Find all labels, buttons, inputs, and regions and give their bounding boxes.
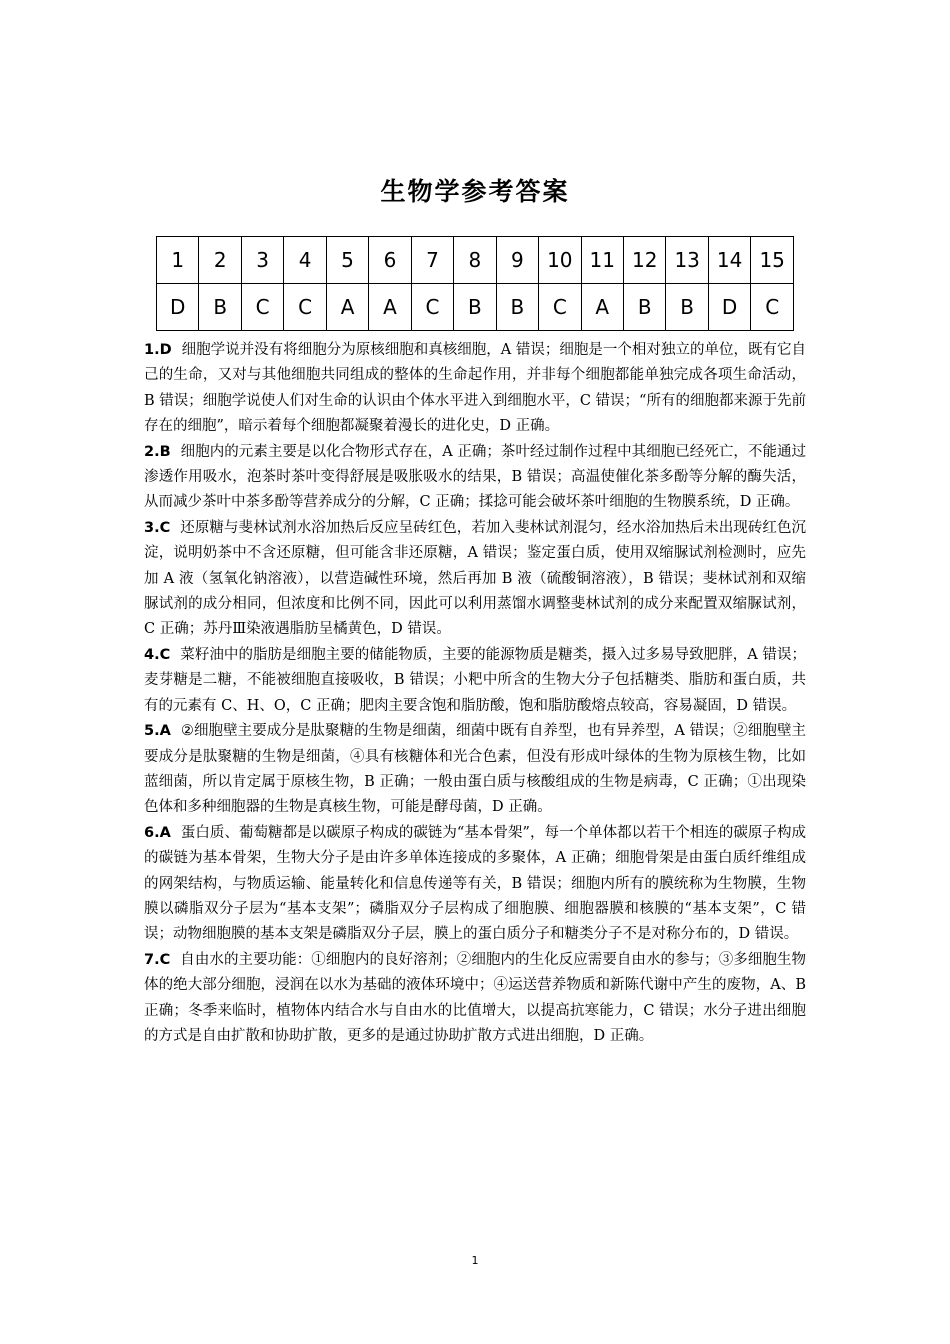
question-number-cell: 3 [241,237,283,284]
explanation-text: 还原糖与斐林试剂水浴加热后反应呈砖红色，若加入斐林试剂混匀，经水浴加热后未出现砖红色沉淀，说明奶茶中不含还原糖，但可能含非还原糖，A 错误；鉴定蛋白质，使用双缩脲试剂检测时，应先加 A 液（氢氧化钠溶液），以营造碱性环境，然后再加 B 液（硫酸铜溶液），B 错误；斐林试剂和双缩脲试剂的成分相同，但浓度和比例不同，因此可以利用蒸馏水调整斐林试剂的成分来配置双缩脲试剂，C 正确；苏丹Ⅲ染液遇脂肪呈橘黄色，D 错误。 [144,519,806,638]
answer-cell: C [241,284,283,331]
question-number-cell: 13 [666,237,708,284]
question-number-cell: 8 [454,237,496,284]
explanation-text: 菜籽油中的脂肪是细胞主要的储能物质，主要的能源物质是糖类，摄入过多易导致肥胖，A 错误；麦芽糖是二糖，不能被细胞直接吸收，B 错误；小粑中所含的生物大分子包括糖类、脂肪和蛋白质，共有的元素有 C、H、O，C 正确；肥肉主要含饱和脂肪酸，饱和脂肪酸熔点较高，容易凝固，D 错误。 [144,646,806,714]
explanation-text: 蛋白质、葡萄糖都是以碳原子构成的碳链为“基本骨架”，每一个单体都以若干个相连的碳原子构成的碳链为基本骨架，生物大分子是由许多单体连接成的多聚体，A 正确；细胞骨架是由蛋白质纤维组成的网架结构，与物质运输、能量转化和信息传递等有关，B 错误；细胞内所有的膜统称为生物膜，生物膜以磷脂双分子层为“基本支架”；磷脂双分子层构成了细胞膜、细胞器膜和核膜的“基本支架”，C 错误；动物细胞膜的基本支架是磷脂双分子层，膜上的蛋白质分子和糖类分子不是对称分布的，D 错误。 [144,824,806,943]
question-number-cell: 2 [199,237,241,284]
explanation-item [144,719,806,821]
answer-table-number-row [157,237,794,284]
explanation-text: ②细胞壁主要成分是肽聚糖的生物是细菌，细菌中既有自养型，也有异养型，A 错误；②细胞壁主要成分是肽聚糖的生物是细菌，④具有核糖体和光合色素，但没有形成叶绿体的生物为原核生物，比如蓝细菌，所以肯定属于原核生物，B 正确；一般由蛋白质与核酸组成的生物是病毒，C 正确；①出现染色体和多种细胞器的生物是真核生物，可能是酵母菌，D 正确。 [144,723,806,816]
question-number-cell: 1 [157,237,199,284]
explanation-item [144,440,806,516]
question-number-cell: 4 [284,237,326,284]
question-number-cell: 15 [751,237,794,284]
answer-cell: B [666,284,708,331]
answer-cell: A [326,284,368,331]
answer-cell: B [454,284,496,331]
explanation-text: 细胞学说并没有将细胞分为原核细胞和真核细胞，A 错误；细胞是一个相对独立的单位，既有它自己的生命，又对与其他细胞共同组成的整体的生命起作用，并非每个细胞都能单独完成各项生命活动，B 错误；细胞学说使人们对生命的认识由个体水平进入到细胞水平，C 错误；“所有的细胞都来源于先前存在的细胞”，暗示着每个细胞都凝聚着漫长的进化史，D 正确。 [144,342,806,435]
explanation-number: 6.A [144,824,171,841]
answer-table-answer-row [157,284,794,331]
explanations [144,338,806,1049]
question-number-cell: 6 [369,237,411,284]
answer-cell: C [539,284,581,331]
explanation-text: 自由水的主要功能：①细胞内的良好溶剂；②细胞内的生化反应需要自由水的参与；③多细胞生物体的绝大部分细胞，浸润在以水为基础的液体环境中；④运送营养物质和新陈代谢中产生的废物，A、B 正确；冬季来临时，植物体内结合水与自由水的比值增大，以提高抗寒能力，C 错误；水分子进出细胞的方式是自由扩散和协助扩散，更多的是通过协助扩散方式进出细胞，D 正确。 [144,951,806,1044]
question-number-cell: 11 [581,237,623,284]
question-number-cell: 9 [496,237,538,284]
answer-cell: D [157,284,199,331]
explanation-item [144,821,806,948]
answer-cell: C [751,284,794,331]
explanation-number: 4.C [144,646,171,663]
answer-cell: C [284,284,326,331]
question-number-cell: 12 [623,237,665,284]
explanation-number: 2.B [144,443,171,460]
explanation-item [144,643,806,719]
answer-cell: B [623,284,665,331]
explanation-number: 5.A [144,723,171,740]
explanation-item [144,948,806,1050]
explanation-text: 细胞内的元素主要是以化合物形式存在，A 正确；茶叶经过制作过程中其细胞已经死亡，不能通过渗透作用吸水，泡茶时茶叶变得舒展是吸胀吸水的结果，B 错误；高温使催化茶多酚等分解的酶失活，从而减少茶叶中茶多酚等营养成分的分解，C 正确；揉捻可能会破坏茶叶细胞的生物膜系统，D 正确。 [144,443,806,511]
answer-cell: D [708,284,750,331]
answer-cell: A [581,284,623,331]
question-number-cell: 5 [326,237,368,284]
explanation-number: 7.C [144,951,171,968]
answer-cell: B [199,284,241,331]
question-number-cell: 10 [539,237,581,284]
explanation-number: 1.D [144,342,172,358]
question-number-cell: 7 [411,237,453,284]
explanation-item [144,516,806,643]
explanation-item [144,338,806,440]
page-title: 生物学参考答案 [380,177,570,206]
explanation-number: 3.C [144,519,171,536]
page-number: 1 [471,1254,479,1267]
answer-cell: B [496,284,538,331]
answer-cell: C [411,284,453,331]
answer-cell: A [369,284,411,331]
question-number-cell: 14 [708,237,750,284]
answer-table [156,236,794,331]
